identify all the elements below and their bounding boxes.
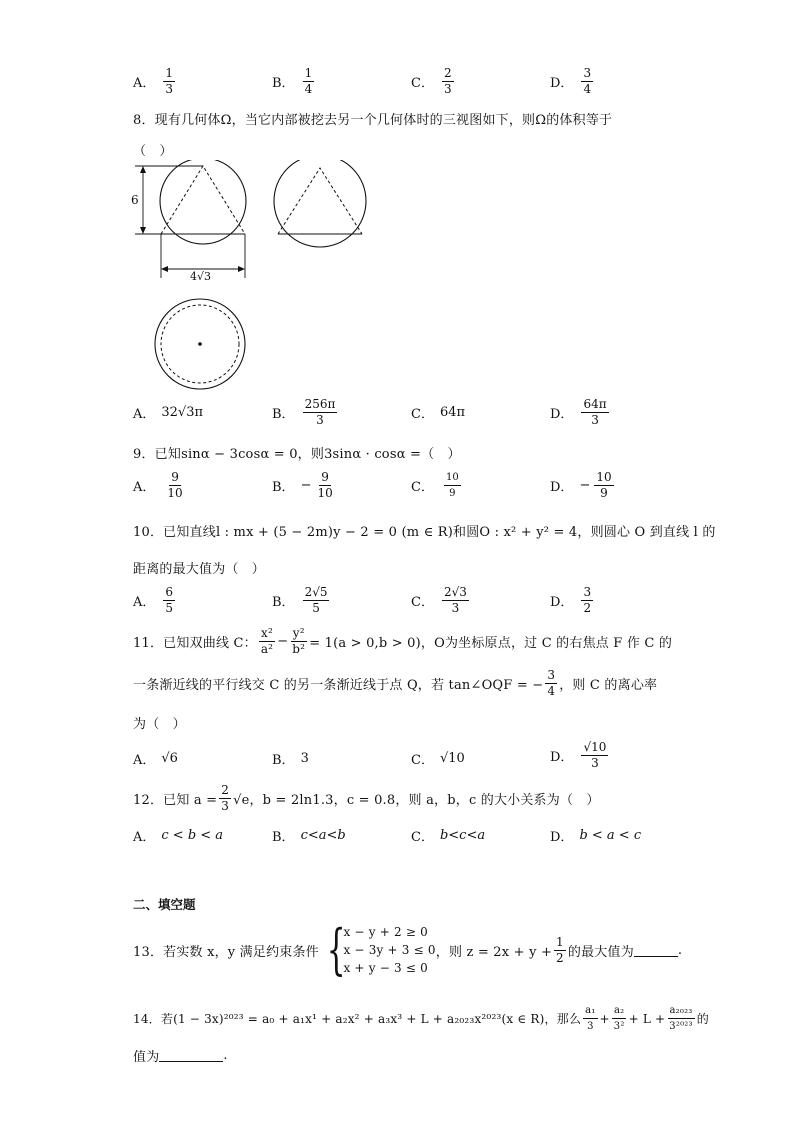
option-text: c < b < a <box>161 828 224 843</box>
q14-stem-b: 的 <box>696 1012 709 1026</box>
fraction <box>290 626 307 657</box>
option-label: B． <box>272 407 295 422</box>
q8-option-a <box>133 403 203 422</box>
fraction <box>612 1003 627 1034</box>
fraction <box>165 470 184 501</box>
fraction <box>667 1003 694 1034</box>
numerator: 3 <box>583 585 592 599</box>
fraction <box>163 66 175 97</box>
width-label: 4√3 <box>190 270 212 283</box>
denominator: 3²⁰²³ <box>669 1021 693 1032</box>
numerator: 2√3 <box>443 585 467 599</box>
denominator: 2 <box>556 950 564 965</box>
three-view-figure <box>125 160 385 400</box>
denominator: a² <box>260 642 274 656</box>
fraction <box>581 397 608 428</box>
option-text: c<a<b <box>300 828 346 843</box>
q9-option-b <box>272 470 337 501</box>
q13-stem <box>133 918 683 981</box>
option-label: C． <box>411 480 434 495</box>
fraction <box>581 585 593 616</box>
option-label: C． <box>411 830 434 845</box>
fraction <box>554 935 566 966</box>
numerator: 10 <box>596 470 612 484</box>
q9-stem: 9．已知sinα − 3cosα = 0，则3sinα · cosα =（ ） <box>133 447 461 462</box>
denominator: 3 <box>443 82 452 96</box>
q7-option-b <box>272 66 316 97</box>
q10-option-c <box>411 585 471 616</box>
option-label: A． <box>133 830 156 845</box>
option-text: √6 <box>161 751 178 766</box>
constraint: x − 3y + 3 ≤ 0 <box>343 943 436 957</box>
q14-stem-line2 <box>133 1046 228 1065</box>
option-text: 64π <box>439 405 466 420</box>
q14-stem-line1 <box>133 1003 709 1034</box>
numerator: x² <box>261 626 273 640</box>
fraction <box>442 66 454 97</box>
q8-option-d <box>550 397 611 428</box>
constraint: x + y − 3 ≤ 0 <box>343 961 428 975</box>
option-label: D． <box>550 407 574 422</box>
numerator: 3 <box>547 668 556 682</box>
q11-option-b <box>272 749 309 768</box>
q9-option-a <box>133 470 187 501</box>
denominator: 3 <box>165 82 174 96</box>
minus-sign: − <box>277 634 289 649</box>
constraint-system <box>343 923 435 977</box>
option-label: A． <box>133 407 156 422</box>
denominator: 4 <box>547 684 556 698</box>
q13-stem-b: ，则 z = 2x + y + <box>435 944 553 960</box>
option-label: D． <box>550 830 574 845</box>
q10-stem-line2: 距离的最大值为（ ） <box>133 562 266 577</box>
denominator: 5 <box>312 601 320 615</box>
q10-option-b <box>272 585 331 616</box>
q13-stem-c: 的最大值为 <box>567 944 634 960</box>
q8-option-b <box>272 397 339 428</box>
denominator: 3 <box>591 413 599 427</box>
numerator: 256π <box>304 397 336 411</box>
numerator: a₁ <box>583 1003 597 1019</box>
q12-stem-b: √e，b = 2ln1.3，c = 0.8，则 a，b，c 的大小关系为（ ） <box>233 793 600 808</box>
option-text: √10 <box>439 751 465 766</box>
denominator: 9 <box>600 486 608 500</box>
denominator: 10 <box>167 486 183 500</box>
option-label: B． <box>272 480 295 495</box>
numerator: 9 <box>171 470 179 484</box>
q11-stem-line2 <box>133 668 657 699</box>
option-text: b<c<a <box>439 828 486 843</box>
q11-stem-line3: 为（ ） <box>133 717 186 732</box>
numerator: 9 <box>321 470 329 484</box>
denominator: 3 <box>587 1021 594 1032</box>
option-label: B． <box>272 830 295 845</box>
q8-paren: （ ） <box>133 144 173 159</box>
option-label: B． <box>272 595 295 610</box>
option-label: B． <box>272 76 295 91</box>
q11-option-a <box>133 749 178 768</box>
fraction <box>219 783 231 814</box>
option-label: C． <box>411 753 434 768</box>
q11-stem-line1 <box>133 626 672 657</box>
fraction <box>259 626 275 657</box>
q7-option-d <box>550 66 595 97</box>
fraction <box>163 585 175 616</box>
denominator: 9 <box>449 488 456 499</box>
fraction <box>583 1003 597 1034</box>
numerator: y² <box>292 626 305 640</box>
q11-stem-2b: ，则 C 的离心率 <box>559 678 658 693</box>
numerator: 2 <box>221 783 230 797</box>
answer-blank[interactable] <box>634 944 678 957</box>
period: . <box>223 1048 228 1063</box>
option-text: 3 <box>300 751 309 766</box>
q12-option-b <box>272 826 346 845</box>
fraction <box>315 470 334 501</box>
numerator: 1 <box>165 66 174 80</box>
q8-stem: 8．现有几何体Ω，当它内部被挖去另一个几何体时的三视图如下，则Ω的体积等于 <box>133 113 613 128</box>
numerator: 3 <box>583 66 592 80</box>
denominator: 3 <box>221 799 230 813</box>
option-label: D． <box>550 750 574 765</box>
negative-sign: − <box>579 478 591 493</box>
q14-stem-2: 值为 <box>133 1050 160 1065</box>
fraction <box>581 740 608 771</box>
option-text: b < a < c <box>579 828 642 843</box>
q10-option-a <box>133 585 177 616</box>
q10-stem-line1: 10．已知直线l : mx + (5 − 2m)y − 2 = 0 (m ∈ R)和圆O : x² + y² = 4，则圆心 O 到直线 l 的 <box>133 525 716 540</box>
numerator: 64π <box>583 397 607 411</box>
height-label: 6 <box>131 193 139 207</box>
q12-option-a <box>133 826 223 845</box>
numerator: a₂₀₂₃ <box>668 1003 695 1019</box>
numerator: 10 <box>444 470 461 486</box>
option-label: A． <box>133 76 156 91</box>
q12-stem <box>133 783 600 814</box>
fraction <box>581 66 593 97</box>
denominator: 4 <box>583 82 592 96</box>
side-view <box>274 160 366 247</box>
denominator: 3² <box>613 1021 625 1032</box>
q9-option-c <box>411 470 463 501</box>
option-label: D． <box>550 76 574 91</box>
denominator: 4 <box>304 82 313 96</box>
numerator: a₂ <box>612 1003 626 1019</box>
option-label: A． <box>133 595 156 610</box>
q12-stem-a: 12．已知 a = <box>133 793 218 808</box>
fraction <box>303 66 315 97</box>
fraction <box>442 585 469 616</box>
q11-stem-2a: 一条渐近线的平行线交 C 的另一条渐近线于点 Q，若 tan∠OQF = − <box>133 678 544 693</box>
fraction <box>444 470 461 501</box>
q11-stem-a: 11．已知双曲线 C： <box>133 636 257 651</box>
numerator: 1 <box>556 934 564 949</box>
option-label: D． <box>550 480 574 495</box>
q8-option-c <box>411 403 465 422</box>
q7-option-c <box>411 66 456 97</box>
denominator: 3 <box>316 413 324 427</box>
option-label: D． <box>550 595 574 610</box>
q9-option-d <box>550 470 616 501</box>
q12-option-c <box>411 826 485 845</box>
denominator: 3 <box>451 601 460 615</box>
constraint: x − y + 2 ≥ 0 <box>343 925 428 939</box>
denominator: 10 <box>317 486 333 500</box>
answer-blank[interactable] <box>159 1049 223 1062</box>
negative-sign: − <box>300 478 312 493</box>
option-label: A． <box>133 753 156 768</box>
q13-stem-a: 13．若实数 x，y 满足约束条件 <box>133 944 319 960</box>
front-view <box>135 160 246 278</box>
q12-option-d <box>550 826 641 845</box>
numerator: √10 <box>583 740 607 754</box>
numerator: 2√5 <box>304 585 328 599</box>
option-label: A． <box>133 480 156 495</box>
option-text: 32√3π <box>161 405 204 420</box>
period: . <box>677 942 683 958</box>
plus-sign: + <box>599 1011 610 1026</box>
q11-option-c <box>411 749 465 768</box>
q7-option-a <box>133 66 177 97</box>
fraction <box>545 668 557 699</box>
option-label: C． <box>411 407 434 422</box>
section-heading: 二、填空题 <box>133 897 196 912</box>
top-view <box>155 299 245 389</box>
option-label: C． <box>411 595 434 610</box>
q14-stem-a: 14．若(1 − 3x)²⁰²³ = a₀ + a₁x¹ + a₂x² + a₃x³ + L + a₂₀₂₃x²⁰²³(x ∈ R)，那么 <box>133 1012 582 1026</box>
denominator: 3 <box>591 756 599 770</box>
ellipsis-term: + L + <box>628 1011 666 1026</box>
q11-stem-b: = 1(a > 0,b > 0)，O为坐标原点，过 C 的右焦点 F 作 C 的 <box>309 636 673 651</box>
numerator: 6 <box>165 585 174 599</box>
fraction <box>594 470 613 501</box>
fraction <box>303 585 330 616</box>
q11-option-d <box>550 740 610 771</box>
left-brace: { <box>326 918 346 981</box>
denominator: 5 <box>165 601 174 615</box>
fraction <box>303 397 338 428</box>
q10-option-d <box>550 585 595 616</box>
numerator: 2 <box>443 66 452 80</box>
numerator: 1 <box>304 66 313 80</box>
option-label: B． <box>272 753 295 768</box>
option-label: C． <box>411 76 434 91</box>
denominator: 2 <box>583 601 592 615</box>
denominator: b² <box>292 642 306 656</box>
